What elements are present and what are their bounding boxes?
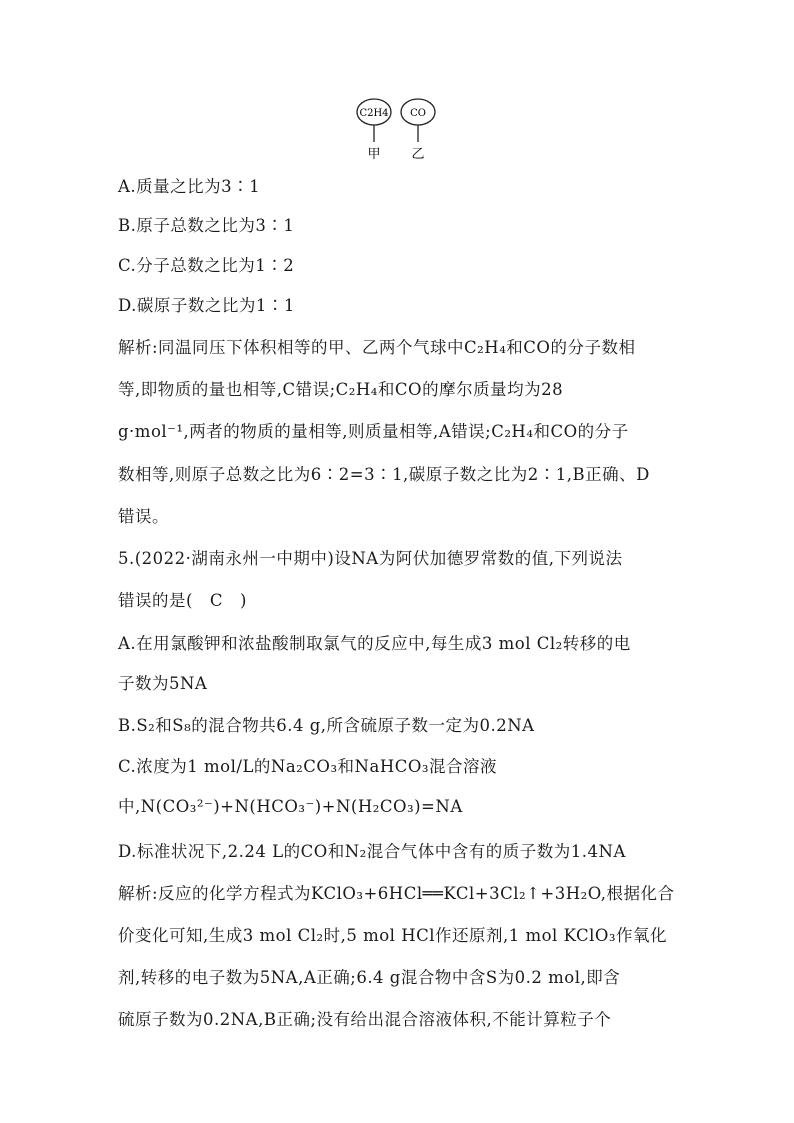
q5-explanation-line-2: 价变化可知,生成3 mol Cl₂时,5 mol HCl作还原剂,1 mol KClO₃作氧化 [118, 926, 668, 945]
q5-explanation-line-1: 解析:反应的化学方程式为KClO₃+6HCl══KCl+3Cl₂↑+3H₂O,根据化合 [118, 884, 675, 903]
balloon-left-label: C2H4 [359, 108, 389, 119]
caption-jia: 甲 [367, 147, 381, 162]
q4-explanation-line-1: 解析:同温同压下体积相等的甲、乙两个气球中C₂H₄和CO的分子数相 [118, 338, 636, 357]
q5-explanation-line-4: 硫原子数为0.2NA,B正确;没有给出混合溶液体积,不能计算粒子个 [118, 1010, 612, 1029]
balloon-right-label: CO [410, 108, 426, 119]
caption-yi: 乙 [411, 147, 425, 162]
q5-option-c-line-2: 中,N(CO₃²⁻)+N(HCO₃⁻)+N(H₂CO₃)=NA [118, 797, 463, 816]
q4-explanation-line-3: g·mol⁻¹,两者的物质的量相等,则质量相等,A错误;C₂H₄和CO的分子 [118, 422, 629, 441]
q5-option-a-line-2: 子数为5NA [118, 674, 208, 693]
q5-option-c-line-1: C.浓度为1 mol/L的Na₂CO₃和NaHCO₃混合溶液 [118, 757, 497, 776]
q5-option-a-line-1: A.在用氯酸钾和浓盐酸制取氯气的反应中,每生成3 mol Cl₂转移的电 [118, 634, 631, 653]
q5-option-d: D.标准状况下,2.24 L的CO和N₂混合气体中含有的质子数为1.4NA [118, 842, 626, 861]
q4-explanation-line-2: 等,即物质的量也相等,C错误;C₂H₄和CO的摩尔质量均为28 [118, 380, 564, 399]
q5-explanation-line-3: 剂,转移的电子数为5NA,A正确;6.4 g混合物中含S为0.2 mol,即含 [118, 968, 621, 987]
q4-explanation-line-5: 错误。 [118, 507, 169, 526]
q4-option-d: D.碳原子数之比为1∶1 [118, 296, 295, 315]
q5-stem-line-1: 5.(2022·湖南永州一中期中)设NA为阿伏加德罗常数的值,下列说法 [118, 549, 623, 568]
q4-option-b: B.原子总数之比为3∶1 [118, 216, 295, 235]
q4-option-a: A.质量之比为3∶1 [118, 177, 261, 196]
q4-explanation-line-4: 数相等,则原子总数之比为6∶2=3∶1,碳原子数之比为2∶1,B正确、D [118, 465, 650, 484]
q5-stem-line-2: 错误的是( C ) [118, 591, 247, 610]
q4-option-c: C.分子总数之比为1∶2 [118, 256, 295, 275]
q5-option-b: B.S₂和S₈的混合物共6.4 g,所含硫原子数一定为0.2NA [118, 716, 535, 735]
balloon-figure [350, 96, 450, 164]
